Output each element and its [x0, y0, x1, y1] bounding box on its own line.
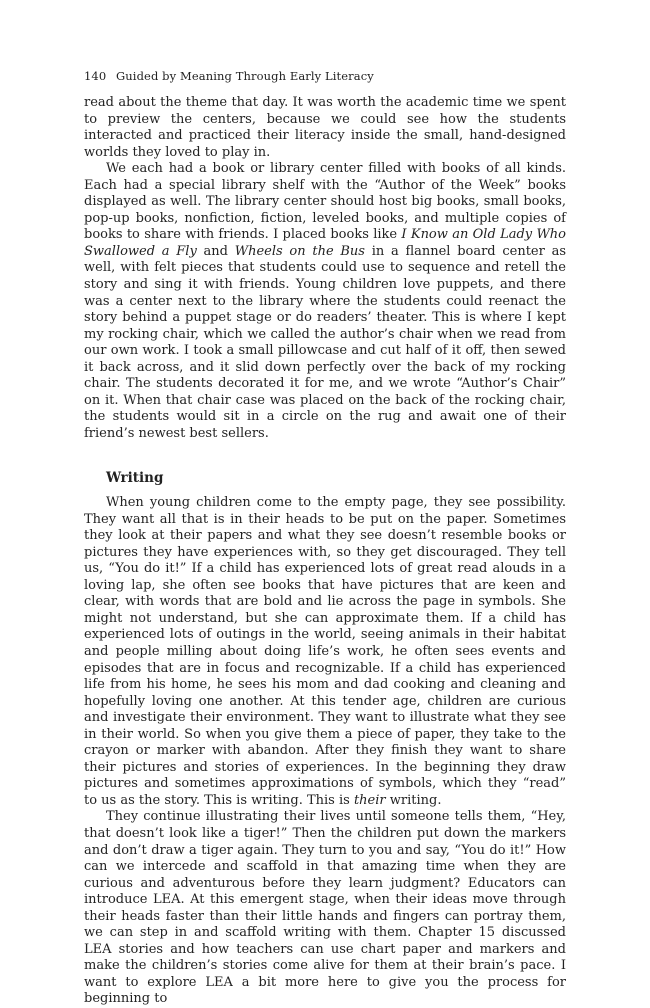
book-title: Wheels on the Bus — [234, 243, 365, 259]
paragraph-text: and — [196, 243, 235, 259]
running-header — [84, 69, 374, 83]
paragraph-library-center — [84, 161, 566, 442]
paragraph-writing-intro — [84, 495, 566, 809]
paragraph-text: We each had a book or library center filled with books of all kinds. Each had a special library shelf with the “Author of the Week” books displayed as well. The library center should host big books, small books, pop-up books, nonfiction, fiction, leveled books, and multiple copies of books to share with friends. I placed books like — [84, 161, 566, 243]
paragraph-lea: They continue illustrating their lives until someone tells them, “Hey, that doesn’t look like a tiger!” Then the children put down the markers and don’t draw a tiger again. They turn to you and say, “You do it!” How can we intercede and scaffold in that amazing time when they are curious and adventurous before they learn judgment? Educators can introduce LEA. At this emergent stage, when their ideas move through their heads faster than their little hands and fingers can portray them, we can step in and scaffold writing with them. Chapter 15 discussed LEA stories and how teachers can use chart paper and markers and make the children’s stories come alive for them at their brain’s pace. I want to explore LEA a bit more here to give you the process for beginning to — [84, 809, 566, 1007]
section-heading: Writing — [106, 470, 164, 487]
paragraph-text: writing. — [385, 792, 442, 808]
page-number: 140 — [84, 69, 107, 83]
body-text — [84, 95, 566, 1008]
paragraph-continued: read about the theme that day. It was worth the academic time we spent to preview the centers, because we could see how the students interacted and practiced their literacy inside the small, hand-designed worlds they loved to play in. — [84, 95, 566, 160]
emphasized-word: their — [353, 792, 386, 808]
paragraph-text: in a flannel board center as well, with felt pieces that students could use to sequence and retell the story and sing it with friends. Young children love puppets, and there was a center next to the library where the students could reenact the story behind a puppet stage or do readers’ theater. This is where I kept my rocking chair, which we called the author’s chair when we read from our own work. I took a small pillowcase and cut half of it off, then sewed it back across, and it slid down perfectly over the back of my rocking chair. The students decorated it for me, and we wrote “Author’s Chair” on it. When that chair case was placed on the back of the rocking chair, the students would sit in a circle on the rug and await one of their friend’s newest best sellers. — [84, 243, 566, 441]
running-title: Guided by Meaning Through Early Literacy — [116, 69, 374, 83]
book-title: I Know an Old Lady Who Swallowed a Fly — [84, 227, 566, 259]
paragraph-text: When young children come to the empty page, they see possibility. They want all that is in their heads to be put on the paper. Sometimes they look at their papers and what they see doesn’t resemble books or pictures they have experiences with, so they get discouraged. They tell us, “You do it!” If a child has experienced lots of great read alouds in a loving lap, she often see books that have pictures that are keen and clear, with words that are bold and lie across the page in symbols. She might not understand, but she can approximate them. If a child has experienced lots of outings in the world, seeing animals in their habitat and people milling about doing life’s work, he often sees events and episodes that are in focus and recognizable. If a child has experienced life from his home, he sees his mom and dad cooking and cleaning and hopefully loving one another. At this tender age, children are curious and investigate their environment. They want to illustrate what they see in their world. So when you give them a piece of paper, they take to the crayon or marker with abandon. After they finish they want to share their pictures and stories of experiences. In the beginning they draw pictures and sometimes approximations of symbols, which they “read” to us as the story. This is writing. This is — [84, 495, 566, 808]
